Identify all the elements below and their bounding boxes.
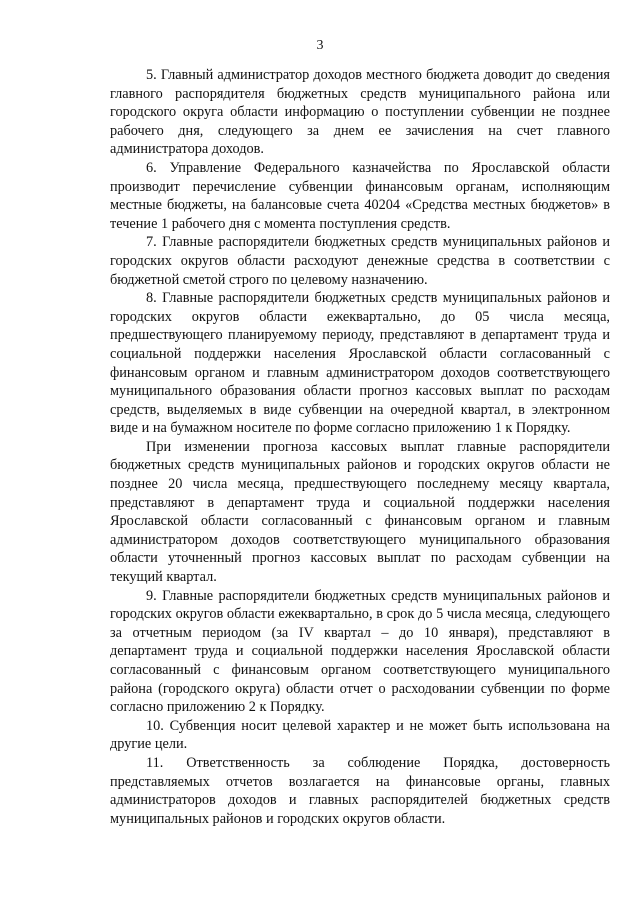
paragraph-10: 10. Субвенция носит целевой характер и не может быть использована на другие цели. bbox=[110, 717, 610, 753]
paragraph-5: 5. Главный администратор доходов местного бюджета доводит до сведения главного распорядителя бюджетных средств муниципального района или городского округа области информацию о поступлении субвенции не позднее рабочего дня, следующего за днем ее зачисления на счет главного администратора доходов. bbox=[110, 67, 610, 158]
document-body bbox=[110, 66, 610, 828]
paragraph-9: 9. Главные распорядители бюджетных средств муниципальных районов и городских округов области ежеквартально, в срок до 5 числа месяца, следующего за отчетным периодом (за IV квартал – до 10 января), представляют в департамент труда и социальной поддержки населения Ярославской области согласованный с финансовым органом соответствующего муниципального района (городского округа) области отчет о расходовании субвенции по форме согласно приложению 2 к Порядку. bbox=[110, 587, 610, 716]
paragraph-8-amendment: При изменении прогноза кассовых выплат главные распорядители бюджетных средств муниципальных районов и городских округов области не позднее 20 числа месяца, предшествующего последнему месяцу квартала, представляют в департамент труда и социальной поддержки населения Ярославской области согласованный с финансовым органом и главным администратором доходов соответствующего муниципального образования области уточненный прогноз кассовых выплат по расходам субвенции на текущий квартал. bbox=[110, 438, 610, 586]
paragraph-6: 6. Управление Федерального казначейства по Ярославской области производит перечисление субвенции финансовым органам, исполняющим местные бюджеты, на балансовые счета 40204 «Средства местных бюджетов» в течение 1 рабочего дня с момента поступления средств. bbox=[110, 159, 610, 232]
page-number: 3 bbox=[316, 38, 324, 53]
paragraph-7: 7. Главные распорядители бюджетных средств муниципальных районов и городских округов области расходуют денежные средства в соответствии с бюджетной сметой строго по целевому назначению. bbox=[110, 234, 610, 288]
paragraph-11: 11. Ответственность за соблюдение Порядка, достоверность представляемых отчетов возлагается на финансовые органы, главных администраторов доходов и главных распорядителей бюджетных средств муниципальных районов и городских округов области. bbox=[110, 754, 610, 827]
paragraph-8: 8. Главные распорядители бюджетных средств муниципальных районов и городских округов области ежеквартально, до 05 числа месяца, предшествующего планируемому периоду, представляют в департамент труда и социальной поддержки населения Ярославской области согласованный с финансовым органом и главным администратором доходов соответствующего муниципального образования области прогноз кассовых выплат по расходам средств, выделяемых в виде субвенции на очередной квартал, в электронном виде и на бумажном носителе по форме согласно приложению 1 к Порядку. bbox=[110, 290, 610, 437]
